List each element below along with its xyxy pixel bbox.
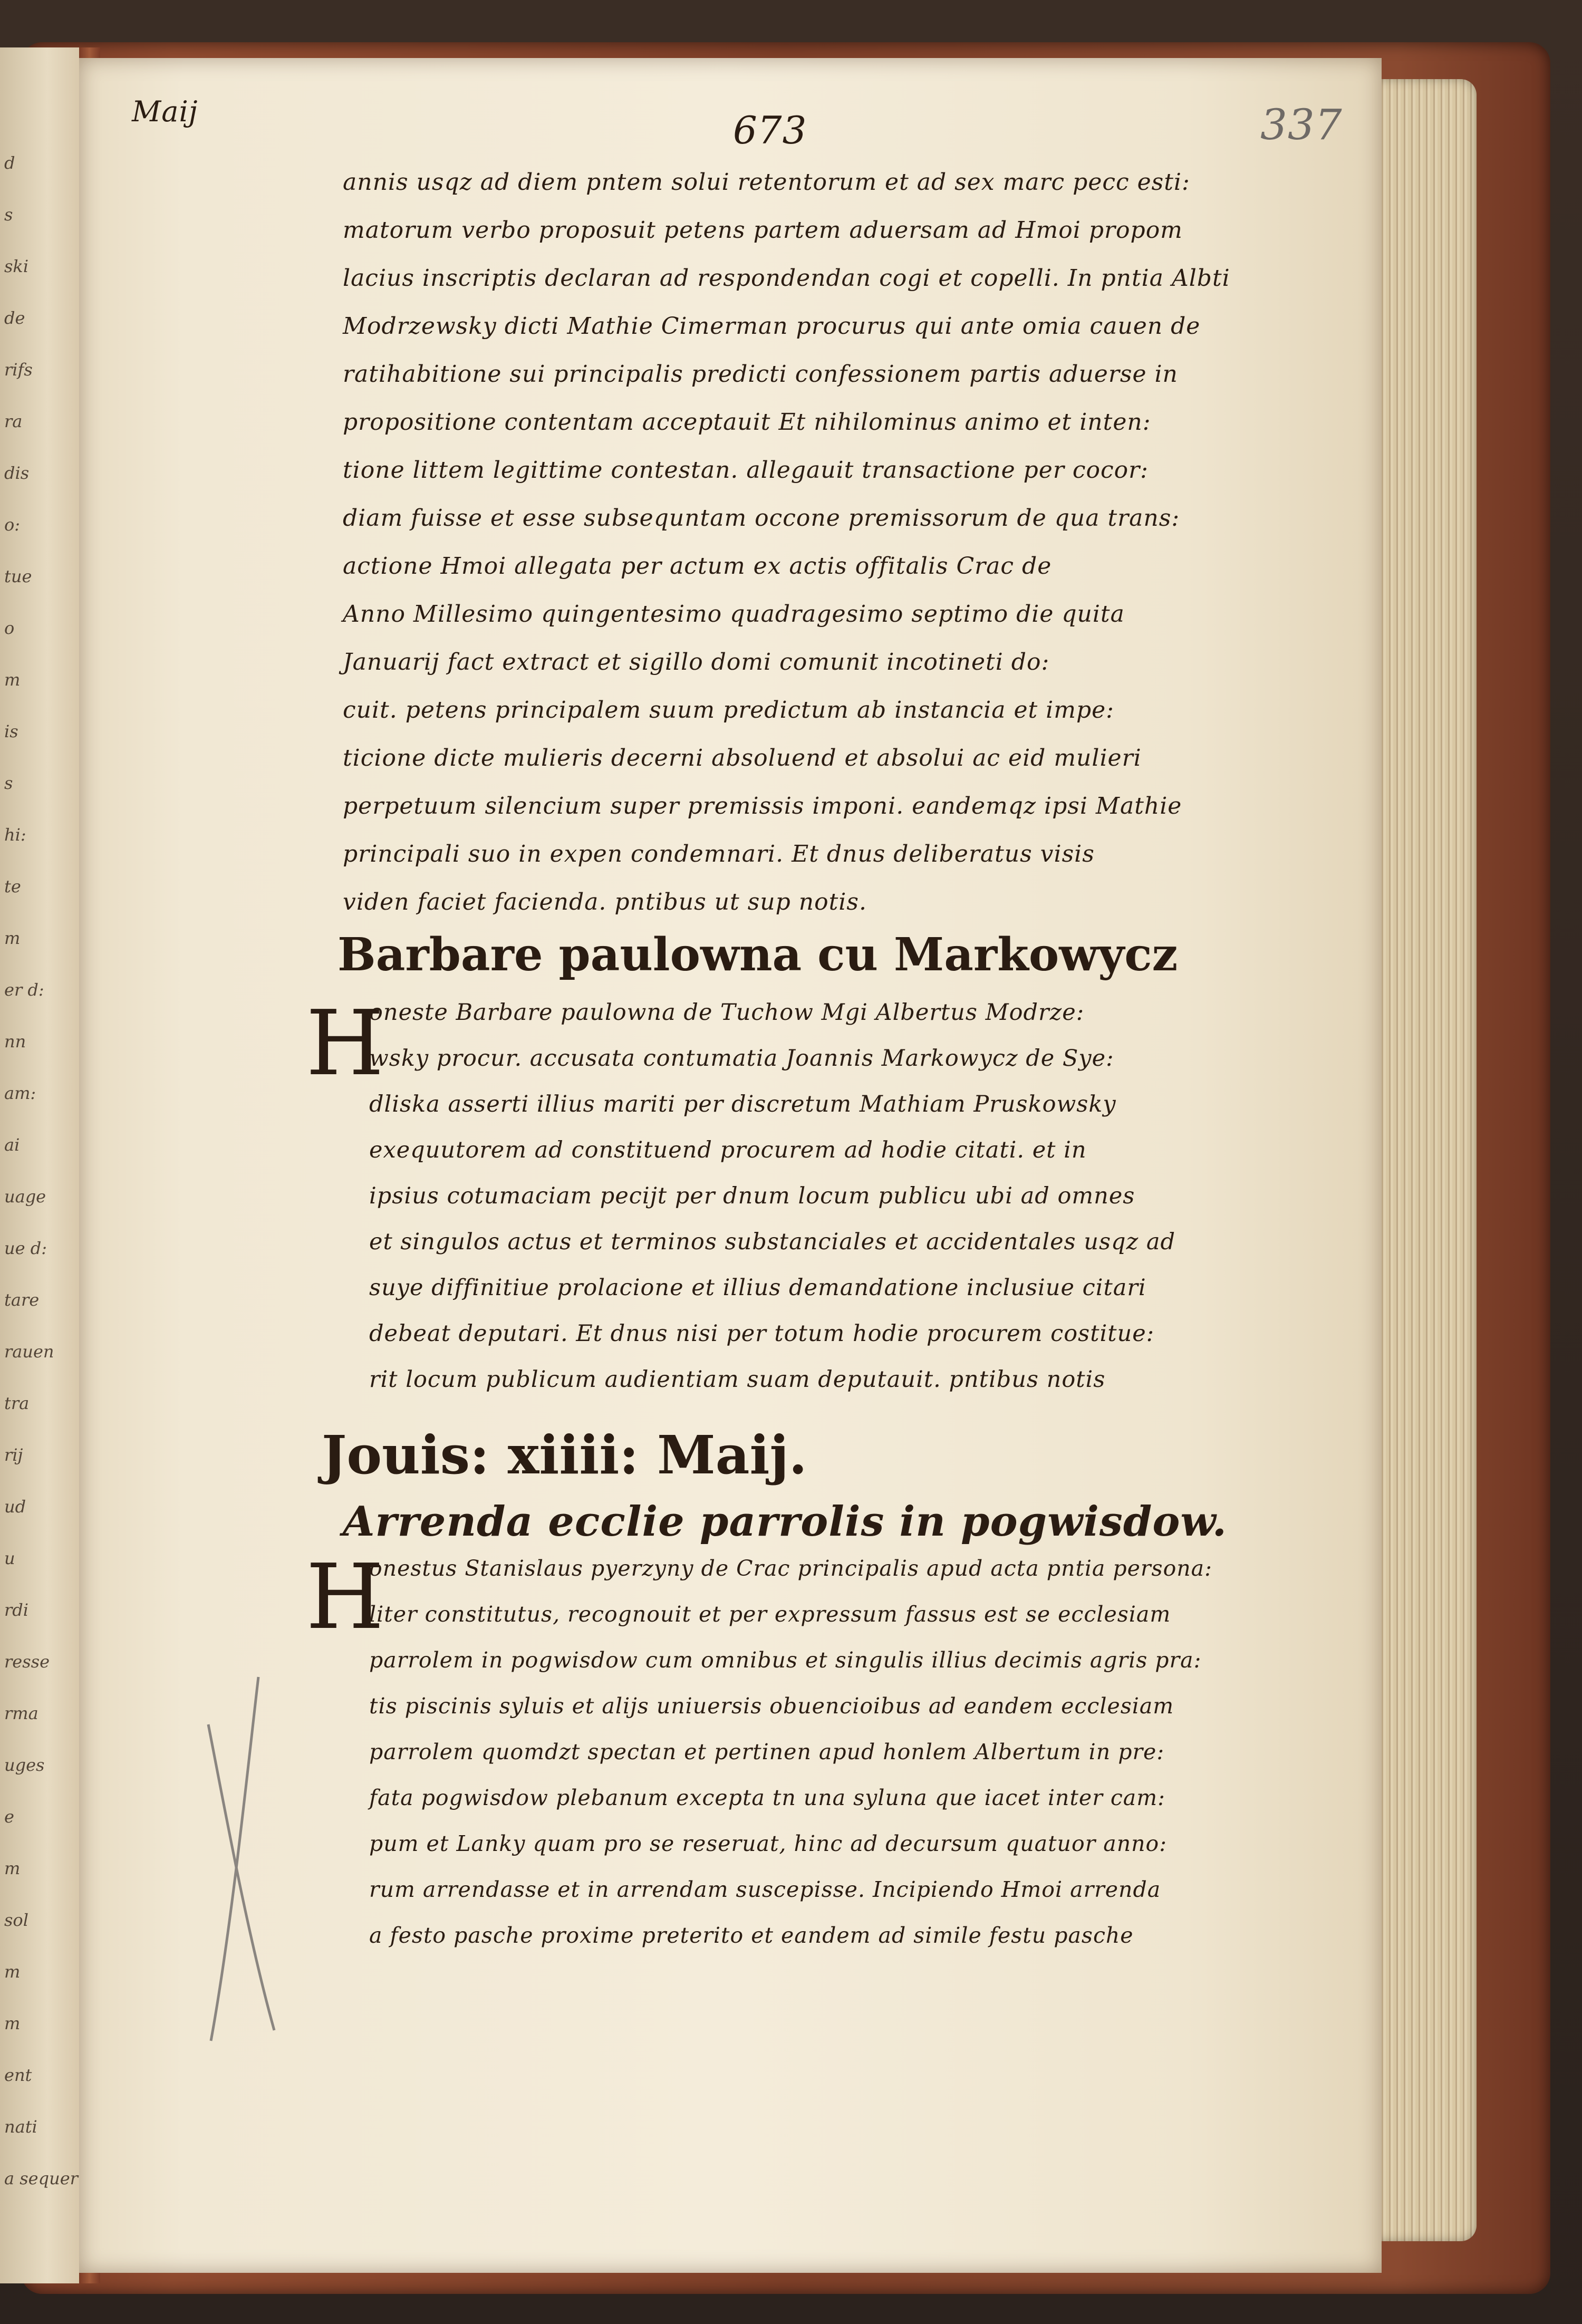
text-line: diam fuisse et esse subsequntam occone premissorum de qua trans: bbox=[343, 505, 1180, 532]
left-page-fragment: uges bbox=[4, 1755, 45, 1775]
text-line: parrolem in pogwisdow cum omnibus et singulis illius decimis agris pra: bbox=[369, 1647, 1202, 1673]
text-line: liter constitutus, recognouit et per expressum fassus est se ecclesiam bbox=[369, 1602, 1171, 1627]
margin-note-month: Maij bbox=[132, 95, 198, 128]
text-line: onestus Stanislaus pyerzyny de Crac principalis apud acta pntia persona: bbox=[369, 1556, 1212, 1581]
left-page-fragment: o: bbox=[4, 515, 21, 535]
text-line: rum arrendasse et in arrendam suscepisse. Incipiendo Hmoi arrenda bbox=[369, 1877, 1161, 1902]
text-line: parrolem quomdzt spectan et pertinen apud honlem Albertum in pre: bbox=[369, 1739, 1165, 1764]
left-page-fragment: de bbox=[4, 308, 25, 328]
text-line: ipsius cotumaciam pecijt per dnum locum publicu ubi ad omnes bbox=[369, 1183, 1135, 1209]
left-page-fragment: m bbox=[4, 1962, 21, 1982]
left-page-fragment: rij bbox=[4, 1445, 23, 1465]
left-page-fragment: ud bbox=[4, 1497, 26, 1517]
text-line: perpetuum silencium super premissis imponi. eandemqz ipsi Mathie bbox=[343, 793, 1182, 819]
left-page-fragment: rauen bbox=[4, 1342, 54, 1362]
text-line: pum et Lanky quam pro se reseruat, hinc ad decursum quatuor anno: bbox=[369, 1831, 1168, 1856]
left-page-fragment: ra bbox=[4, 411, 23, 431]
text-line: viden faciet facienda. pntibus ut sup notis. bbox=[343, 889, 867, 915]
left-page-fragment: rdi bbox=[4, 1600, 29, 1620]
text-line: cuit. petens principalem suum predictum ab instancia et impe: bbox=[343, 697, 1114, 724]
text-line: fata pogwisdow plebanum excepta tn una syluna que iacet inter cam: bbox=[369, 1785, 1165, 1810]
text-line: dliska asserti illius mariti per discretum Mathiam Pruskowsky bbox=[369, 1091, 1116, 1117]
left-page-fragment: s bbox=[4, 773, 13, 793]
left-page-fragment: er d: bbox=[4, 980, 44, 1000]
left-page-fragment: am: bbox=[4, 1083, 36, 1103]
text-line: oneste Barbare paulowna de Tuchow Mgi Albertus Modrze: bbox=[369, 999, 1085, 1026]
text-line: wsky procur. accusata contumatia Joannis Markowycz de Sye: bbox=[369, 1045, 1114, 1072]
drop-initial-h: H bbox=[306, 991, 385, 1096]
text-line: ticione dicte mulieris decerni absoluend et absolui ac eid mulieri bbox=[343, 745, 1142, 772]
left-page-fragment: m bbox=[4, 928, 21, 948]
left-page-fragment: nati bbox=[4, 2117, 37, 2137]
left-page-fragment: m bbox=[4, 2013, 21, 2033]
text-line: Anno Millesimo quingentesimo quadragesimo septimo die quita bbox=[343, 601, 1125, 628]
left-page-fragment: s bbox=[4, 205, 13, 225]
text-line: exequutorem ad constituend procurem ad hodie citati. et in bbox=[369, 1137, 1087, 1163]
left-page-fragment: ai bbox=[4, 1135, 20, 1155]
text-line: Januarij fact extract et sigillo domi comunit incotineti do: bbox=[343, 649, 1050, 676]
text-line: lacius inscriptis declaran ad respondendan cogi et copelli. In pntia Albti bbox=[343, 265, 1230, 292]
text-line: tione littem legittime contestan. allegauit transactione per cocor: bbox=[343, 457, 1149, 484]
text-line: debeat deputari. Et dnus nisi per totum hodie procurem costitue: bbox=[369, 1320, 1155, 1347]
left-page-fragment: tue bbox=[4, 566, 32, 586]
text-line: ratihabitione sui principalis predicti confessionem partis aduerse in bbox=[343, 361, 1178, 388]
text-line: actione Hmoi allegata per actum ex actis offitalis Crac de bbox=[343, 553, 1052, 580]
drop-initial-h-2: H bbox=[306, 1545, 385, 1650]
entry-heading-arrenda: Arrenda ecclie parrolis in pogwisdow. bbox=[343, 1498, 1227, 1546]
left-page-fragment: m bbox=[4, 670, 21, 690]
pencil-folio-number: 337 bbox=[1260, 100, 1343, 149]
left-page-fragment: resse bbox=[4, 1652, 50, 1672]
folio-number: 673 bbox=[733, 108, 807, 152]
left-page-fragment: tare bbox=[4, 1290, 40, 1310]
text-line: annis usqz ad diem pntem solui retentorum et ad sex marc pecc esti: bbox=[343, 169, 1190, 196]
left-page-fragment: e bbox=[4, 1807, 14, 1827]
left-page-fragment: tra bbox=[4, 1393, 30, 1413]
page-edges bbox=[1371, 79, 1477, 2241]
left-page-fragment: rma bbox=[4, 1703, 38, 1723]
left-page-fragment: sol bbox=[4, 1910, 28, 1930]
text-line: Modrzewsky dicti Mathie Cimerman procurus qui ante omia cauen de bbox=[343, 313, 1201, 340]
left-page-fragment: ent bbox=[4, 2065, 32, 2085]
left-page-fragment: hi: bbox=[4, 825, 26, 845]
left-page-fragment: u bbox=[4, 1548, 15, 1568]
entry-heading-barbare: Barbare paulowna cu Markowycz bbox=[337, 928, 1178, 981]
pencil-cross-mark bbox=[200, 1661, 279, 2051]
left-facing-page bbox=[0, 47, 81, 2283]
left-page-fragment: rifs bbox=[4, 360, 33, 380]
text-line: tis piscinis syluis et alijs uniuersis obuencioibus ad eandem ecclesiam bbox=[369, 1693, 1174, 1719]
left-page-fragment: is bbox=[4, 721, 18, 741]
text-line: matorum verbo proposuit petens partem aduersam ad Hmoi propom bbox=[343, 217, 1183, 244]
left-page-fragment: te bbox=[4, 876, 21, 896]
text-line: a festo pasche proxime preterito et eandem ad simile festu pasche bbox=[369, 1923, 1134, 1948]
date-heading: Jouis: xiiii: Maij. bbox=[322, 1424, 807, 1486]
left-page-fragment: ue d: bbox=[4, 1238, 47, 1258]
text-line: suye diffinitiue prolacione et illius demandatione inclusiue citari bbox=[369, 1275, 1146, 1301]
text-line: rit locum publicum audientiam suam deputauit. pntibus notis bbox=[369, 1366, 1106, 1393]
left-page-fragment: m bbox=[4, 1858, 21, 1878]
left-page-fragment: d bbox=[4, 153, 15, 173]
left-page-fragment: uage bbox=[4, 1187, 46, 1207]
left-page-fragment: nn bbox=[4, 1031, 26, 1052]
left-page-fragment: dis bbox=[4, 463, 30, 483]
text-line: et singulos actus et terminos substanciales et accidentales usqz ad bbox=[369, 1229, 1176, 1255]
left-page-fragment: ski bbox=[4, 256, 29, 276]
text-line: principali suo in expen condemnari. Et dnus deliberatus visis bbox=[343, 841, 1095, 867]
text-line: propositione contentam acceptauit Et nihilominus animo et inten: bbox=[343, 409, 1151, 436]
left-page-fragment: o bbox=[4, 618, 15, 638]
left-page-fragment: a sequer bbox=[4, 2168, 78, 2188]
